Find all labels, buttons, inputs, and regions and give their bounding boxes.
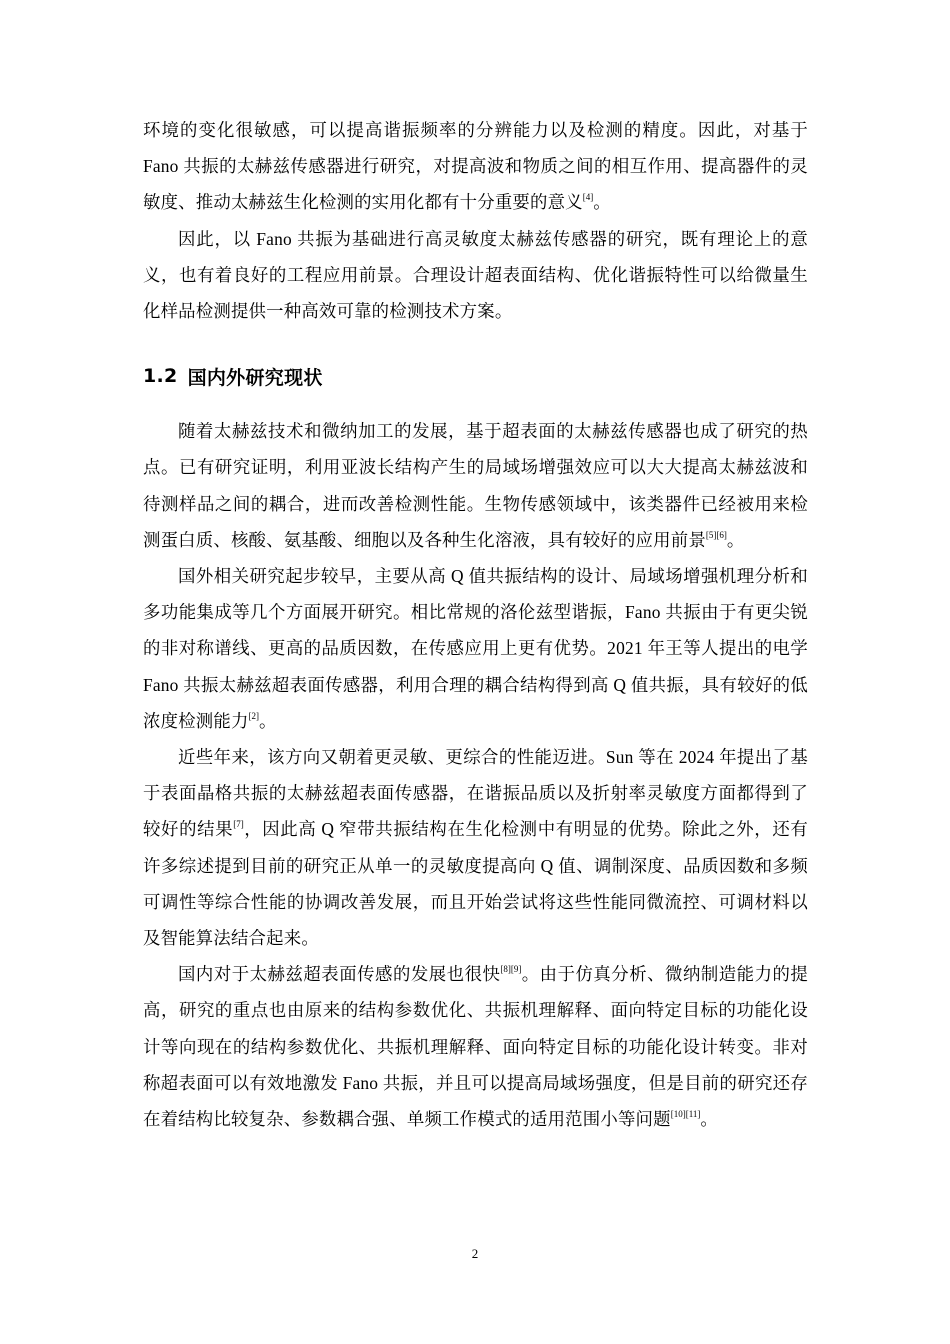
paragraph — [143, 739, 808, 956]
paragraph-text: 因此，以 Fano 共振为基础进行高灵敏度太赫兹传感器的研究，既有理论上的意义，也有着良好的工程应用前景。合理设计超表面结构、优化谐振特性可以给微量生化样品检测提供一种高效可靠的检测技术方案。 — [143, 228, 808, 322]
paragraph-text: 。 — [259, 710, 277, 731]
citation-ref: [5][6] — [705, 529, 727, 540]
section-title: 国内外研究现状 — [187, 366, 323, 389]
citation-ref: [7] — [233, 819, 244, 830]
paragraph — [143, 558, 808, 739]
paragraph-text: ，因此高 Q 窄带共振结构在生化检测中有明显的优势。除此之外，还有许多综述提到目前的研究正从单一的灵敏度提高向 Q 值、调制深度、品质因数和多频可调性等综合性能的协调改善发展，而且开始尝试将这些性能同微流控、可调材料以及智能算法结合起来。 — [143, 819, 808, 949]
citation-ref: [4] — [582, 192, 594, 203]
intro-paragraphs — [143, 112, 808, 329]
paragraph-text: 国内对于太赫兹超表面传感的发展也很快 — [178, 964, 501, 985]
body-text — [143, 112, 808, 1137]
paragraph — [143, 112, 808, 221]
citation-ref: [10][11] — [670, 1109, 701, 1120]
paragraph-text: 环境的变化很敏感，可以提高谐振频率的分辨能力以及检测的精度。因此，对基于 Fano 共振的太赫兹传感器进行研究，对提高波和物质之间的相互作用、提高器件的灵敏度、推动太赫兹生化检测的实用化都有十分重要的意义 — [143, 120, 808, 213]
section-number: 1.2 — [143, 365, 178, 388]
paragraph — [143, 956, 808, 1137]
paragraph — [143, 413, 808, 558]
paragraph — [143, 221, 808, 330]
paragraph-text: 近些年来，该方向又朝着更灵敏、更综合的性能迈进。Sun 等在 2024 年提出了基于表面晶格共振的太赫兹超表面传感器，在谐振品质以及折射率灵敏度方面都得到了较好的结果 — [143, 747, 808, 840]
paragraph-text: 。 — [700, 1109, 718, 1130]
citation-ref: [2] — [248, 710, 260, 721]
paragraph-text: 。由于仿真分析、微纳制造能力的提高，研究的重点也由原来的结构参数优化、共振机理解释、面向特定目标的功能化设计等向现在的结构参数优化、共振机理解释、面向特定目标的功能化设计转变。非对称超表面可以有效地激发 Fano 共振，并且可以提高局域场强度，但是目前的研究还存在着结构比较复杂、参数耦合强、单频工作模式的适用范围小等问题 — [143, 964, 809, 1130]
page-number: 2 — [471, 1246, 479, 1261]
section-paragraphs — [143, 413, 808, 1137]
section-heading — [143, 354, 808, 398]
paragraph-text: 国外相关研究起步较早，主要从高 Q 值共振结构的设计、局域场增强机理分析和多功能集成等几个方面展开研究。相比常规的洛伦兹型谐振，Fano 共振由于有更尖锐的非对称谱线、更高的品质因数，在传感应用上更有优势。2021 年王等人提出的电学 Fano 共振太赫兹超表面传感器，利用合理的耦合结构得到高 Q 值共振，具有较好的低浓度检测能力 — [143, 566, 808, 731]
citation-ref: [8][9] — [500, 964, 522, 975]
paragraph-text: 。 — [593, 192, 611, 213]
paragraph-text: 随着太赫兹技术和微纳加工的发展，基于超表面的太赫兹传感器也成了研究的热点。已有研究证明，利用亚波长结构产生的局域场增强效应可以大大提高太赫兹波和待测样品之间的耦合，进而改善检测性能。生物传感领域中，该类器件已经被用来检测蛋白质、核酸、氨基酸、细胞以及各种生化溶液，具有较好的应用前景 — [143, 421, 808, 550]
paragraph-text: 。 — [726, 529, 745, 550]
